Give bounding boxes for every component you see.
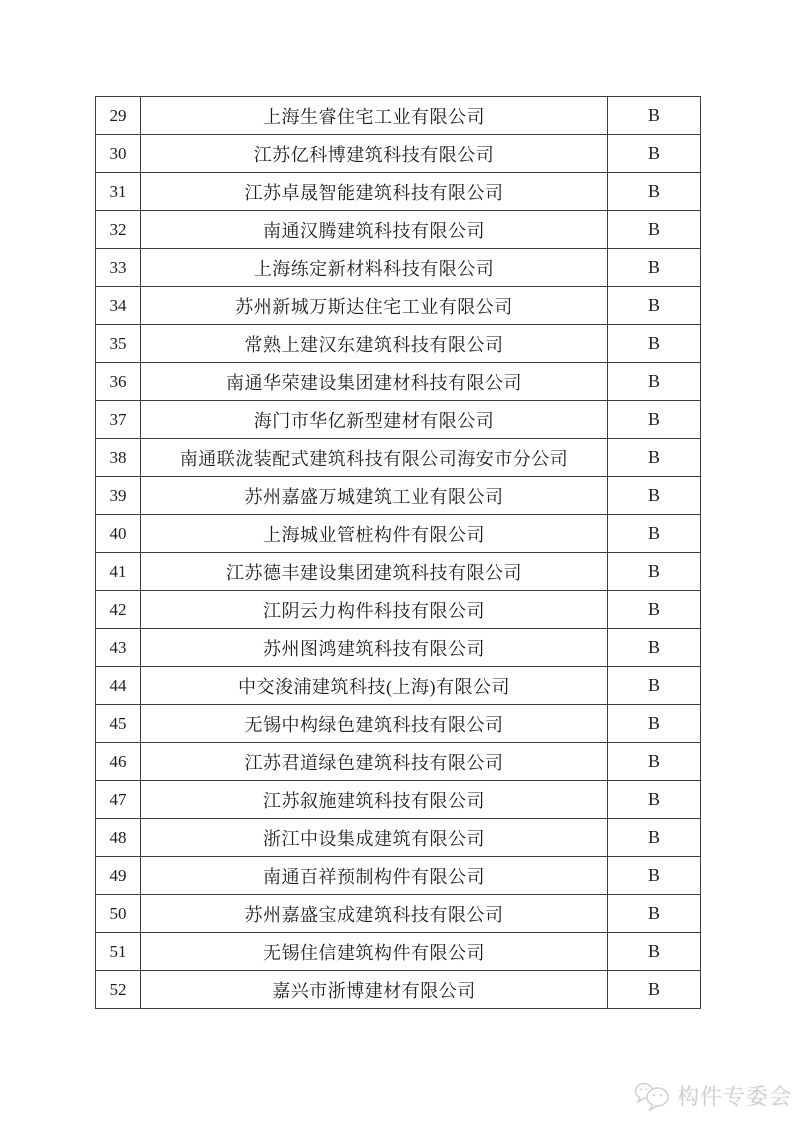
row-number-cell: 32	[96, 211, 141, 249]
grade-cell: B	[608, 629, 701, 667]
grade-cell: B	[608, 401, 701, 439]
company-name-cell: 无锡中构绿色建筑科技有限公司	[141, 705, 608, 743]
grade-cell: B	[608, 477, 701, 515]
grade-cell: B	[608, 705, 701, 743]
row-number-cell: 31	[96, 173, 141, 211]
company-name-cell: 苏州新城万斯达住宅工业有限公司	[141, 287, 608, 325]
company-name-cell: 海门市华亿新型建材有限公司	[141, 401, 608, 439]
watermark	[633, 1080, 792, 1111]
row-number-cell: 34	[96, 287, 141, 325]
table-row	[96, 553, 701, 591]
company-name-cell: 苏州嘉盛宝成建筑科技有限公司	[141, 895, 608, 933]
grade-cell: B	[608, 97, 701, 135]
table-row	[96, 249, 701, 287]
company-name-cell: 上海生睿住宅工业有限公司	[141, 97, 608, 135]
table-row	[96, 667, 701, 705]
grade-cell: B	[608, 249, 701, 287]
table-row	[96, 97, 701, 135]
row-number-cell: 37	[96, 401, 141, 439]
grade-cell: B	[608, 515, 701, 553]
row-number-cell: 36	[96, 363, 141, 401]
grade-cell: B	[608, 287, 701, 325]
table-row	[96, 325, 701, 363]
company-name-cell: 南通汉腾建筑科技有限公司	[141, 211, 608, 249]
company-grade-table	[95, 96, 701, 1009]
row-number-cell: 38	[96, 439, 141, 477]
grade-cell: B	[608, 743, 701, 781]
row-number-cell: 35	[96, 325, 141, 363]
grade-cell: B	[608, 781, 701, 819]
grade-cell: B	[608, 173, 701, 211]
company-name-cell: 常熟上建汉东建筑科技有限公司	[141, 325, 608, 363]
table-row	[96, 743, 701, 781]
row-number-cell: 47	[96, 781, 141, 819]
row-number-cell: 41	[96, 553, 141, 591]
company-name-cell: 嘉兴市浙博建材有限公司	[141, 971, 608, 1009]
table-row	[96, 515, 701, 553]
table-row	[96, 629, 701, 667]
table-row	[96, 173, 701, 211]
row-number-cell: 43	[96, 629, 141, 667]
row-number-cell: 30	[96, 135, 141, 173]
company-name-cell: 浙江中设集成建筑有限公司	[141, 819, 608, 857]
company-name-cell: 南通联泷装配式建筑科技有限公司海安市分公司	[141, 439, 608, 477]
row-number-cell: 39	[96, 477, 141, 515]
row-number-cell: 46	[96, 743, 141, 781]
row-number-cell: 29	[96, 97, 141, 135]
row-number-cell: 44	[96, 667, 141, 705]
row-number-cell: 50	[96, 895, 141, 933]
table-row	[96, 895, 701, 933]
company-name-cell: 上海练定新材料科技有限公司	[141, 249, 608, 287]
grade-cell: B	[608, 135, 701, 173]
company-name-cell: 江阴云力构件科技有限公司	[141, 591, 608, 629]
table-row	[96, 401, 701, 439]
grade-cell: B	[608, 857, 701, 895]
table-row	[96, 857, 701, 895]
table-row	[96, 705, 701, 743]
company-name-cell: 中交浚浦建筑科技(上海)有限公司	[141, 667, 608, 705]
table-row	[96, 363, 701, 401]
company-name-cell: 苏州图鸿建筑科技有限公司	[141, 629, 608, 667]
company-name-cell: 江苏君道绿色建筑科技有限公司	[141, 743, 608, 781]
grade-cell: B	[608, 211, 701, 249]
watermark-label: 构件专委会	[676, 1084, 792, 1109]
grade-cell: B	[608, 933, 701, 971]
grade-cell: B	[608, 895, 701, 933]
row-number-cell: 42	[96, 591, 141, 629]
company-name-cell: 南通百祥预制构件有限公司	[141, 857, 608, 895]
table-row	[96, 971, 701, 1009]
table-row	[96, 211, 701, 249]
grade-cell: B	[608, 363, 701, 401]
company-name-cell: 江苏卓晟智能建筑科技有限公司	[141, 173, 608, 211]
table-row	[96, 135, 701, 173]
table-row	[96, 477, 701, 515]
table-row	[96, 439, 701, 477]
grade-cell: B	[608, 439, 701, 477]
company-name-cell: 江苏亿科博建筑科技有限公司	[141, 135, 608, 173]
grade-cell: B	[608, 819, 701, 857]
table-row	[96, 933, 701, 971]
row-number-cell: 48	[96, 819, 141, 857]
table-row	[96, 287, 701, 325]
company-name-cell: 江苏德丰建设集团建筑科技有限公司	[141, 553, 608, 591]
grade-cell: B	[608, 971, 701, 1009]
row-number-cell: 52	[96, 971, 141, 1009]
table-row	[96, 781, 701, 819]
company-name-cell: 无锡住信建筑构件有限公司	[141, 933, 608, 971]
grade-cell: B	[608, 325, 701, 363]
grade-cell: B	[608, 553, 701, 591]
row-number-cell: 49	[96, 857, 141, 895]
row-number-cell: 45	[96, 705, 141, 743]
grade-cell: B	[608, 667, 701, 705]
company-name-cell: 南通华荣建设集团建材科技有限公司	[141, 363, 608, 401]
company-name-cell: 上海城业管桩构件有限公司	[141, 515, 608, 553]
table-row	[96, 591, 701, 629]
table-row	[96, 819, 701, 857]
grade-cell: B	[608, 591, 701, 629]
wechat-icon	[633, 1081, 671, 1111]
company-name-cell: 江苏叙施建筑科技有限公司	[141, 781, 608, 819]
company-name-cell: 苏州嘉盛万城建筑工业有限公司	[141, 477, 608, 515]
row-number-cell: 33	[96, 249, 141, 287]
row-number-cell: 51	[96, 933, 141, 971]
row-number-cell: 40	[96, 515, 141, 553]
